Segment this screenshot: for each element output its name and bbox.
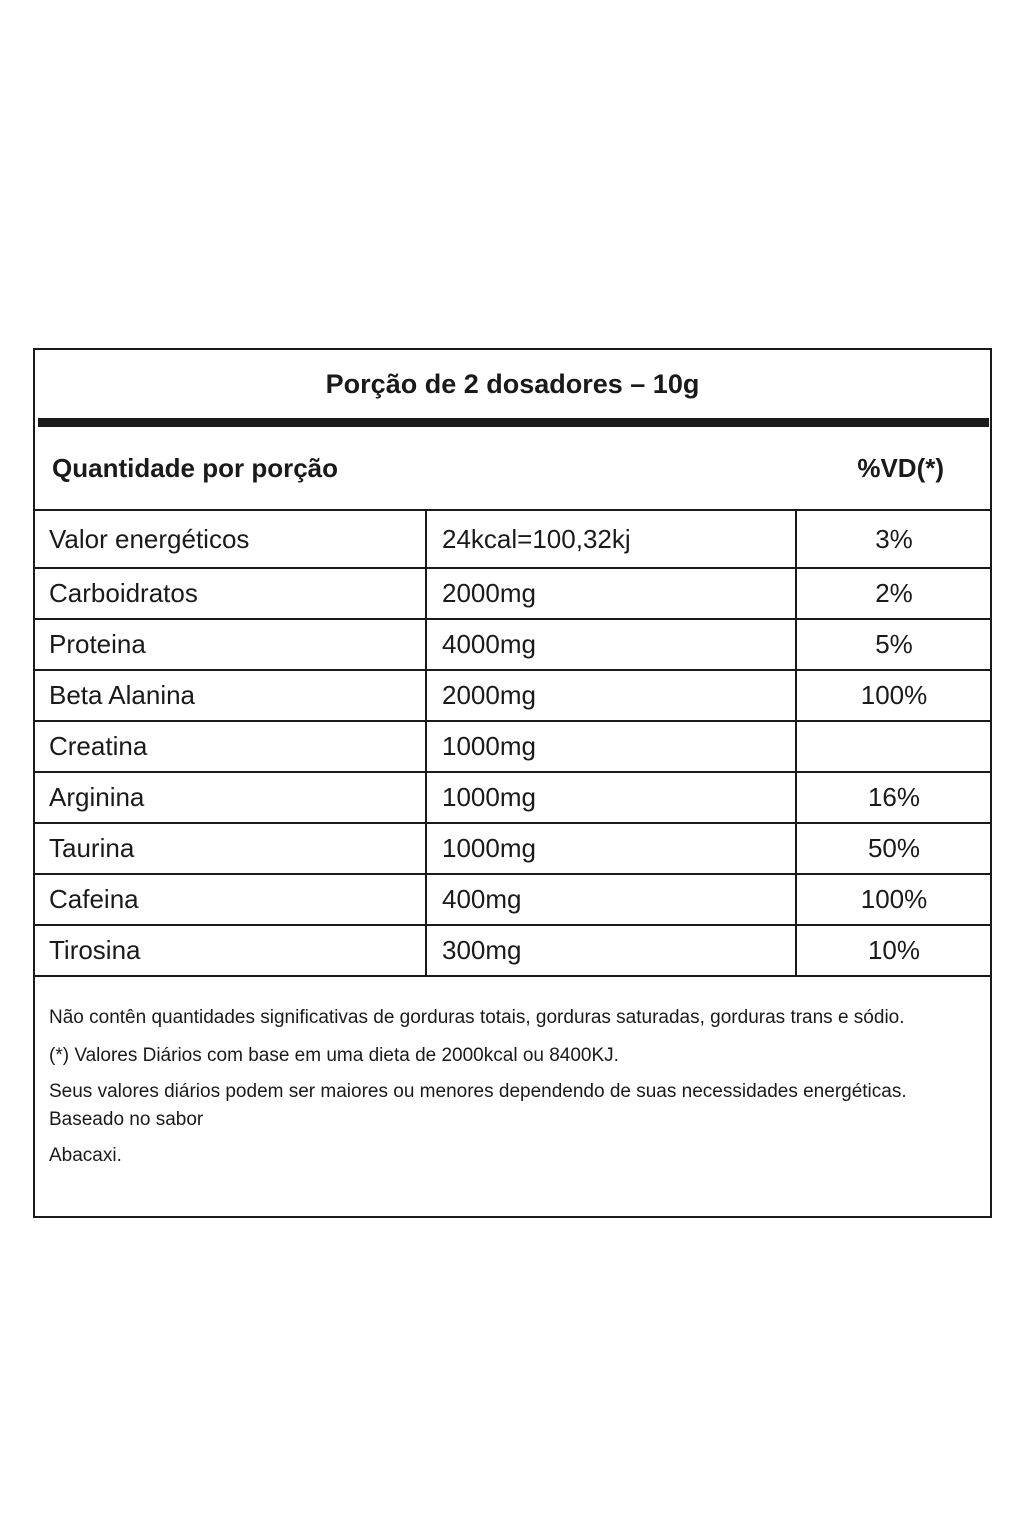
thick-divider: [38, 418, 989, 427]
nutrient-name: Taurina: [35, 823, 426, 874]
nutrient-daily-value: 100%: [796, 874, 991, 925]
fats-note: Não contên quantidades significativas de gorduras totais, gorduras saturadas, gorduras trans e sódio.: [49, 1007, 905, 1028]
nutrient-daily-value: [796, 721, 991, 772]
daily-values-note: (*) Valores Diários com base em uma dieta de 2000kcal ou 8400KJ.: [49, 1045, 619, 1066]
nutrient-amount: 4000mg: [426, 619, 796, 670]
nutrient-daily-value: 10%: [796, 925, 991, 976]
flavor-note: Abacaxi.: [49, 1145, 122, 1166]
nutrient-daily-value: 5%: [796, 619, 991, 670]
footnotes: [49, 1002, 979, 1178]
table-row: [35, 772, 991, 823]
table-row: [35, 874, 991, 925]
nutrient-name: Creatina: [35, 721, 426, 772]
nutrient-name: Tirosina: [35, 925, 426, 976]
nutrient-name: Proteina: [35, 619, 426, 670]
portion-title: Porção de 2 dosadores – 10g: [325, 368, 700, 399]
nutrition-facts-panel: [33, 348, 992, 1218]
daily-value-label: %VD(*): [857, 452, 944, 483]
nutrient-amount: 24kcal=100,32kj: [426, 510, 796, 568]
nutrient-daily-value: 16%: [796, 772, 991, 823]
nutrient-amount: 1000mg: [426, 772, 796, 823]
nutrient-daily-value: 50%: [796, 823, 991, 874]
nutrient-amount: 2000mg: [426, 670, 796, 721]
nutrient-amount: 1000mg: [426, 721, 796, 772]
nutrient-daily-value: 3%: [796, 510, 991, 568]
nutrient-amount: 1000mg: [426, 823, 796, 874]
nutrient-name: Beta Alanina: [35, 670, 426, 721]
nutrient-name: Arginina: [35, 772, 426, 823]
table-row: [35, 670, 991, 721]
nutrition-table: [35, 509, 991, 977]
nutrient-name: Valor energéticos: [35, 510, 426, 568]
nutrient-amount: 2000mg: [426, 568, 796, 619]
table-row: [35, 925, 991, 976]
table-header: [35, 427, 990, 509]
energy-needs-note: Seus valores diários podem ser maiores ou menores dependendo de suas necessidades energéticas. Baseado no sabor: [49, 1081, 907, 1130]
nutrient-amount: 400mg: [426, 874, 796, 925]
table-row: [35, 510, 991, 568]
table-row: [35, 823, 991, 874]
table-row: [35, 619, 991, 670]
nutrient-daily-value: 2%: [796, 568, 991, 619]
table-row: [35, 568, 991, 619]
nutrient-daily-value: 100%: [796, 670, 991, 721]
nutrient-name: Cafeina: [35, 874, 426, 925]
table-row: [35, 721, 991, 772]
quantity-per-portion-label: Quantidade por porção: [52, 452, 339, 483]
nutrient-amount: 300mg: [426, 925, 796, 976]
nutrient-name: Carboidratos: [35, 568, 426, 619]
